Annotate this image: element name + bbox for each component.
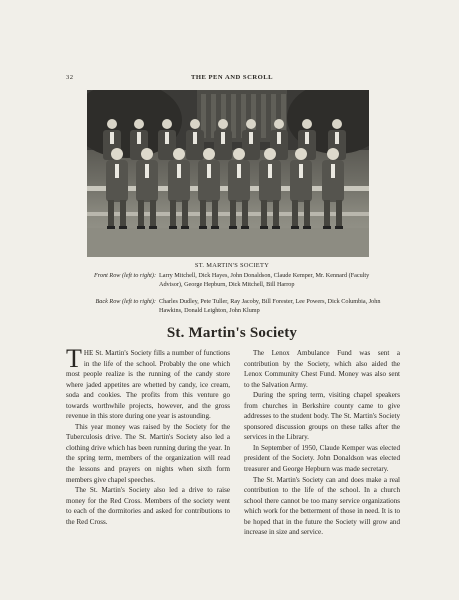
article-paragraph: The St. Martin's Society also led a drive to raise money for the Red Cross. Members of the society went to each of the dormitories and asked for contributions to the Red Cross.: [66, 486, 230, 526]
group-photo-image: [87, 90, 369, 257]
running-title: THE PEN AND SCROLL: [190, 74, 274, 81]
article-left-column: [66, 344, 230, 527]
drop-cap: T: [66, 344, 82, 373]
caption-front-row: [72, 272, 378, 298]
front-row-names: Larry Mitchell, Dick Hayes, John Donaldson, Claude Kemper, Mr. Kennard (Faculty Advisor), George Hepburn, Dick Mitchell, Bill Harrop: [159, 272, 370, 288]
back-row-names: Charles Dudley, Pete Tuller, Ray Jacoby, Bill Forester, Lee Powers, Dick Columbia, John Hawkins, Donald Leighton, John Klump: [159, 298, 381, 314]
article-paragraph: The St. Martin's Society can and does make a real contribution to the life of the school. In a church school there cannot be too many service organizations which work for the betterment of those in need. It is to be hoped that in the future the Society will grow and increase in size and service.: [244, 475, 400, 537]
article-paragraph: The Lenox Ambulance Fund was sent a contribution by the Society, which also aided the Lenox Community Chest Fund. Money was also sent to the Salvation Army.: [244, 349, 400, 389]
group-photo: [87, 90, 369, 257]
front-row-label: Front Row (left to right):: [94, 272, 156, 279]
caption-back-row: [72, 298, 381, 324]
article-paragraph: This year money was raised by the Society for the Tuberculosis drive. The St. Martin's Society also led a clothing drive which has been running during the year. In the spring term, members of the organization will read the lessons and prayers on nights when sixth form members give chapel speeches.: [66, 422, 230, 484]
article-paragraph: During the spring term, visiting chapel speakers from churches in Berkshire county came to give addresses to the student body. The St. Martin's Society sponsored discussion groups on these talks after the services in the Library.: [244, 391, 400, 442]
caption-title: ST. MARTIN'S SOCIETY: [194, 262, 270, 269]
back-row-label: Back Row (left to right):: [95, 298, 156, 305]
article-paragraph: In September of 1950, Claude Kemper was elected president of the Society. John Donaldson was elected treasurer and George Hepburn was made secretary.: [244, 443, 400, 474]
article-right-column: [244, 348, 400, 538]
page-header: [66, 74, 398, 86]
page-number: 32: [66, 74, 74, 81]
article-paragraph: THE St. Martin's Society fills a number of functions in the life of the school. Probably the one which most people realize is the running of the candy store where jaded appetites are whetted by candy, ice cream, soda and cookies. The profits from this venture go towards worthwhile projects, however, and the gross revenue in this store during one year is astounding.: [66, 344, 230, 421]
article-title: St. Martin's Society: [166, 325, 298, 341]
